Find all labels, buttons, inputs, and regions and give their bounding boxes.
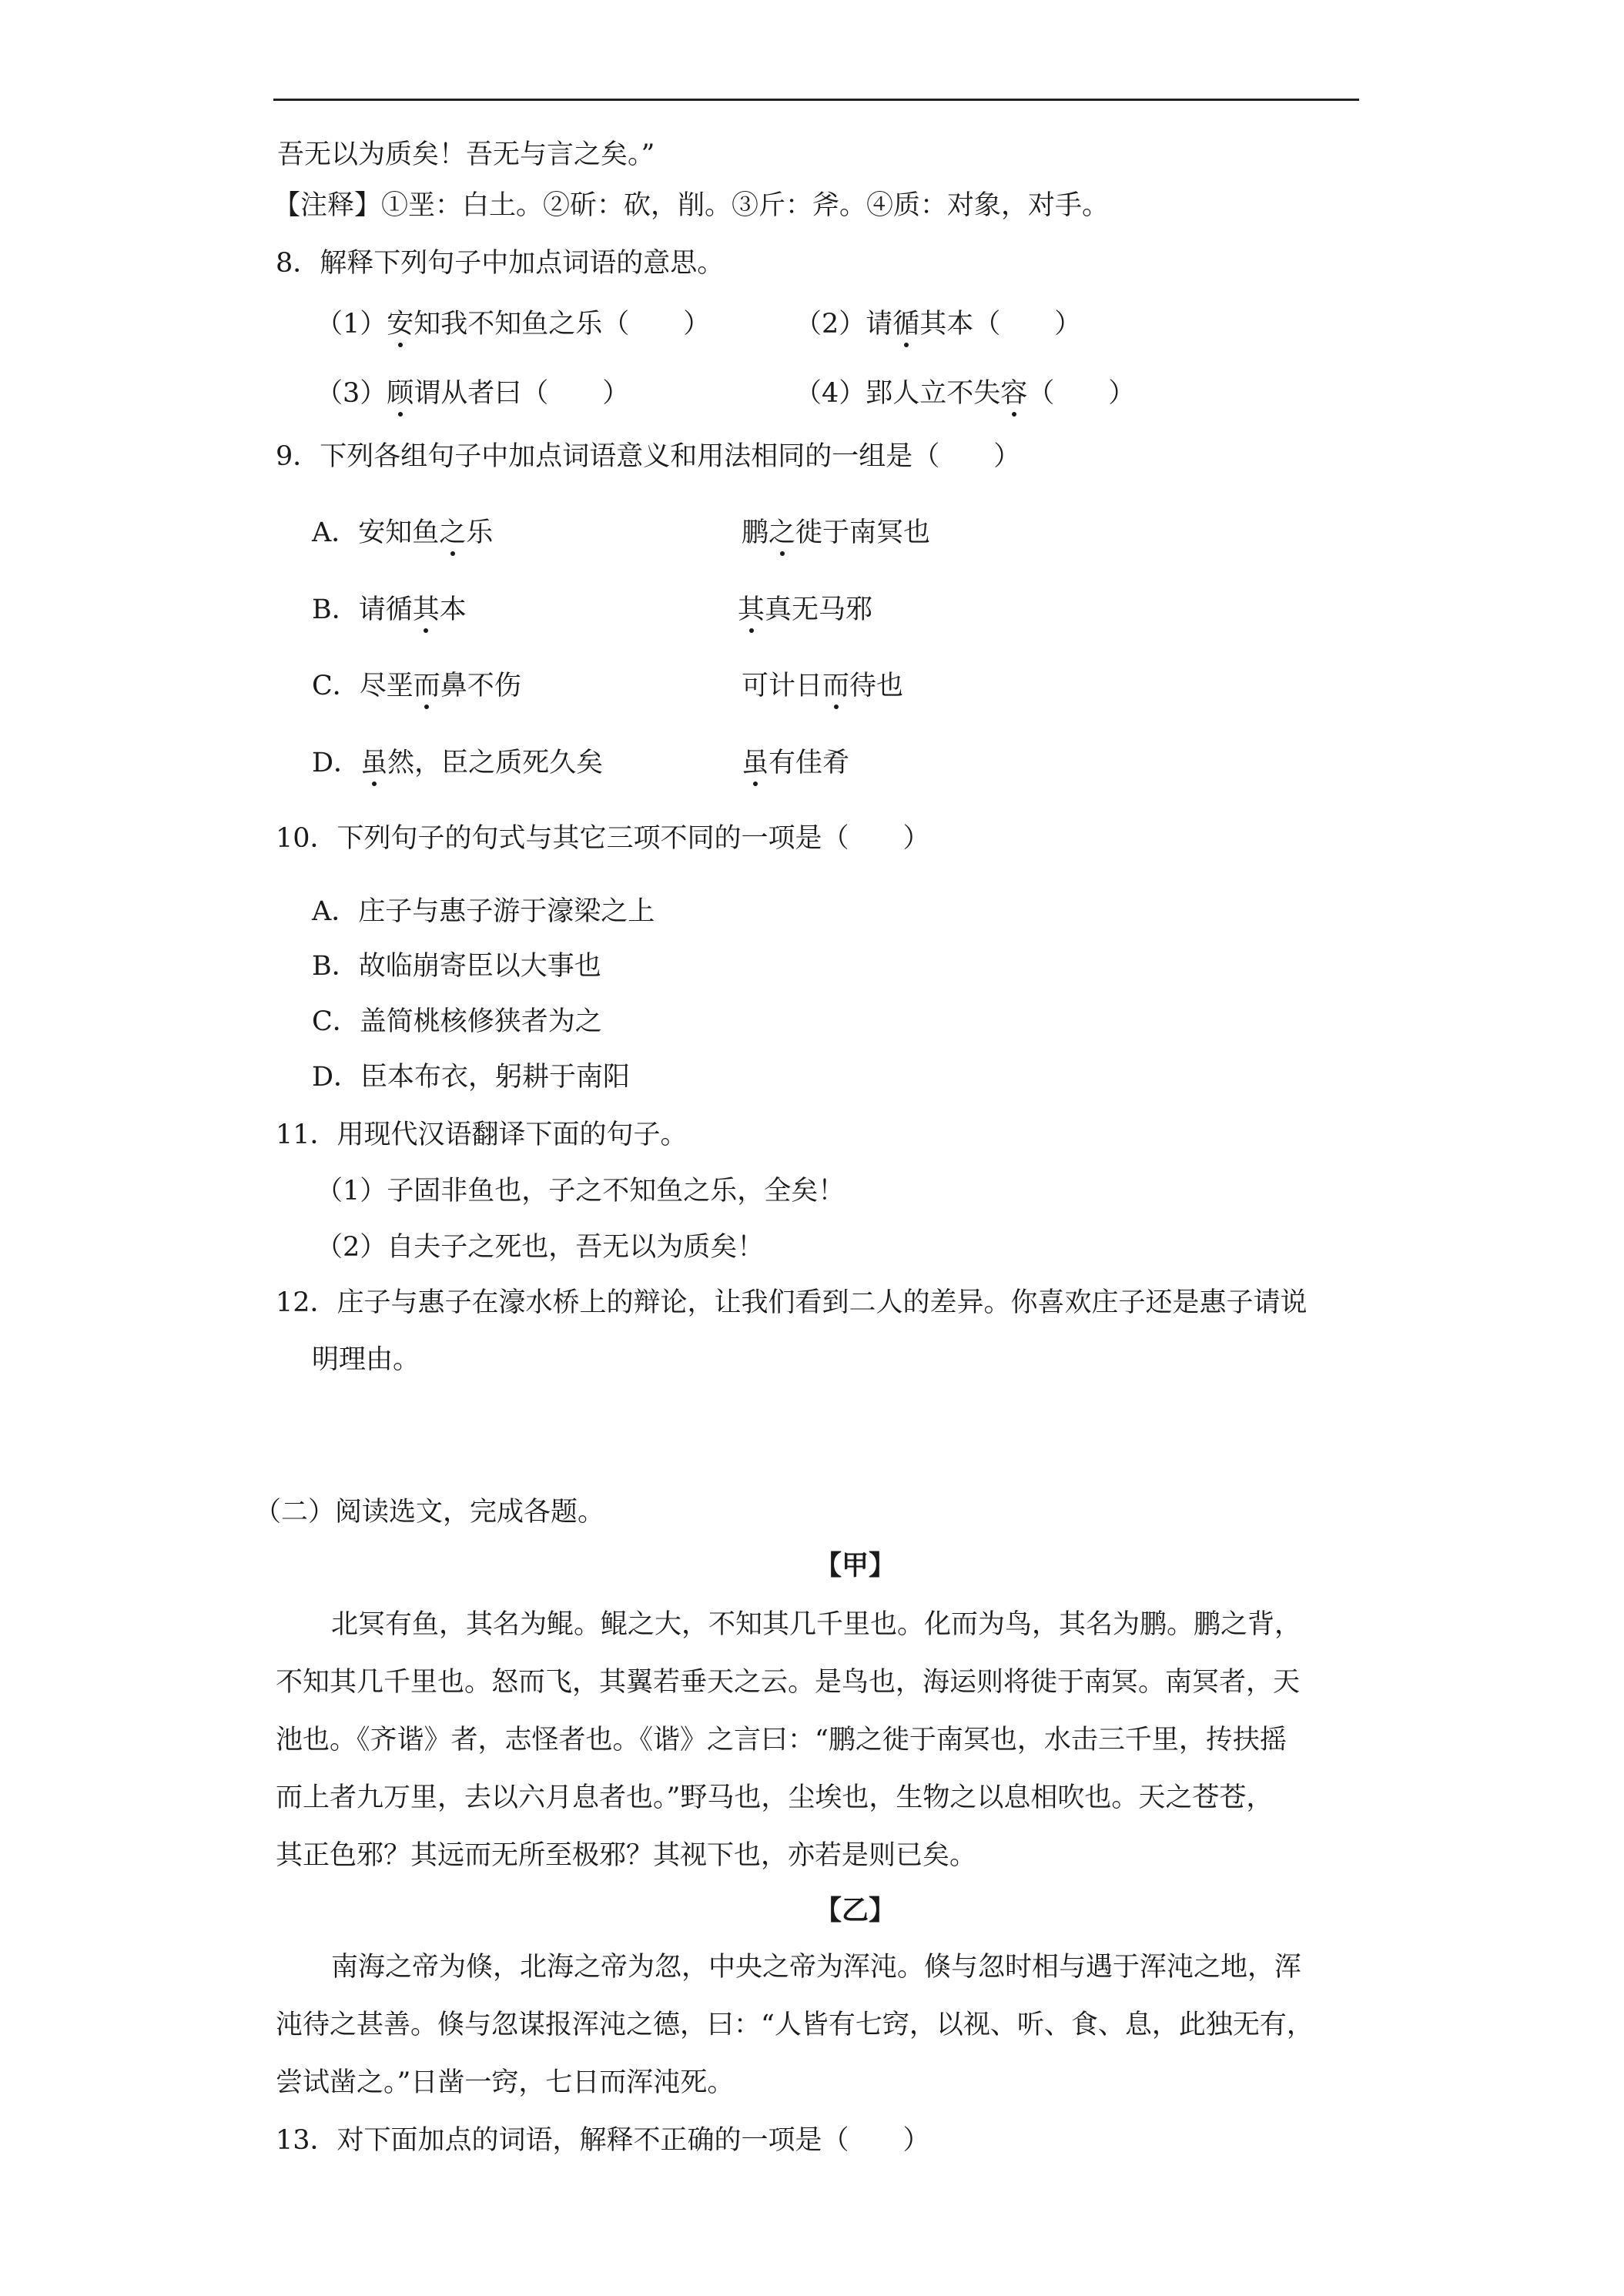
q9-option-b: B．请循其本 (312, 594, 467, 625)
passage-yi-title: 【乙】 (815, 1895, 896, 1926)
q8-item-3: （3）顾谓从者曰（ ） (316, 378, 630, 409)
q12-line-1: 12．庄子与惠子在濠水桥上的辩论，让我们看到二人的差异。你喜欢庄子还是惠子请说 (276, 1287, 1308, 1318)
jia-line-2: 不知其几千里也。怒而飞，其翼若垂天之云。是鸟也，海运则将徙于南冥。南冥者，天 (276, 1667, 1301, 1698)
jia-line-5: 其正色邪？其远而无所至极邪？其视下也，亦若是则已矣。 (276, 1840, 977, 1871)
yi-line-1: 南海之帝为倏，北海之帝为忽，中央之帝为浑沌。倏与忽时相与遇于浑沌之地，浑 (331, 1952, 1302, 1983)
q12-line-2: 明理由。 (312, 1344, 420, 1375)
q8-item-2: （2）请循其本（ ） (795, 309, 1082, 340)
q10-option-c: C．盖简桃核修狭者为之 (312, 1006, 602, 1037)
jia-line-3: 池也。《齐谐》者，志怪者也。《谐》之言曰：“鹏之徙于南冥也，水击三千里，抟扶摇 (276, 1725, 1287, 1755)
section2-heading: （二）阅读选文，完成各题。 (254, 1497, 605, 1528)
q11-stem: 11．用现代汉语翻译下面的句子。 (276, 1120, 688, 1150)
q9-option-a: A．安知鱼之乐 (312, 517, 494, 548)
q8-stem: 8．解释下列句子中加点词语的意思。 (276, 248, 725, 279)
q10-stem: 10．下列句子的句式与其它三项不同的一项是（ ） (276, 823, 930, 854)
header-rule (273, 99, 1359, 101)
q11-sentence-2: （2）自夫子之死也，吾无以为质矣！ (316, 1232, 765, 1263)
q9-stem: 9．下列各组句子中加点词语意义和用法相同的一组是（ ） (276, 441, 1021, 472)
yi-line-2: 沌待之甚善。倏与忽谋报浑沌之德，曰：“人皆有七窍，以视、听、食、息，此独无有， (276, 2010, 1314, 2040)
q9-option-c-pair: 可计日而待也 (742, 671, 904, 701)
yi-line-3: 尝试凿之。”日凿一窍，七日而浑沌死。 (276, 2067, 735, 2098)
q10-option-d: D．臣本布衣，躬耕于南阳 (312, 1062, 631, 1093)
annotation-note: 【注释】①垩：白土。②斫：砍，削。③斤：斧。④质：对象，对手。 (273, 190, 1110, 221)
jia-line-4: 而上者九万里，去以六月息者也。”野马也，尘埃也，生物之以息相吹也。天之苍苍， (276, 1782, 1274, 1813)
jia-line-1: 北冥有鱼，其名为鲲。鲲之大，不知其几千里也。化而为鸟，其名为鹏。鹏之背， (331, 1609, 1302, 1640)
q9-option-b-pair: 其真无马邪 (738, 594, 873, 625)
q10-option-b: B．故临崩寄臣以大事也 (312, 951, 601, 982)
q9-option-d-pair: 虽有佳肴 (742, 748, 850, 778)
q9-option-c: C．尽垩而鼻不伤 (312, 671, 521, 701)
q9-option-d: D．虽然，臣之质死久矣 (312, 748, 604, 778)
q8-item-1: （1）安知我不知鱼之乐（ ） (316, 309, 711, 340)
quote-end: 吾无以为质矣！吾无与言之矣。” (277, 139, 655, 170)
q8-item-4: （4）郢人立不失容（ ） (795, 378, 1136, 409)
q10-option-a: A．庄子与惠子游于濠梁之上 (312, 896, 655, 927)
q9-option-a-pair: 鹏之徙于南冥也 (742, 517, 931, 548)
q13-stem: 13．对下面加点的词语，解释不正确的一项是（ ） (276, 2125, 930, 2156)
q11-sentence-1: （1）子固非鱼也，子之不知鱼之乐，全矣！ (316, 1176, 845, 1207)
passage-jia-title: 【甲】 (815, 1550, 896, 1581)
